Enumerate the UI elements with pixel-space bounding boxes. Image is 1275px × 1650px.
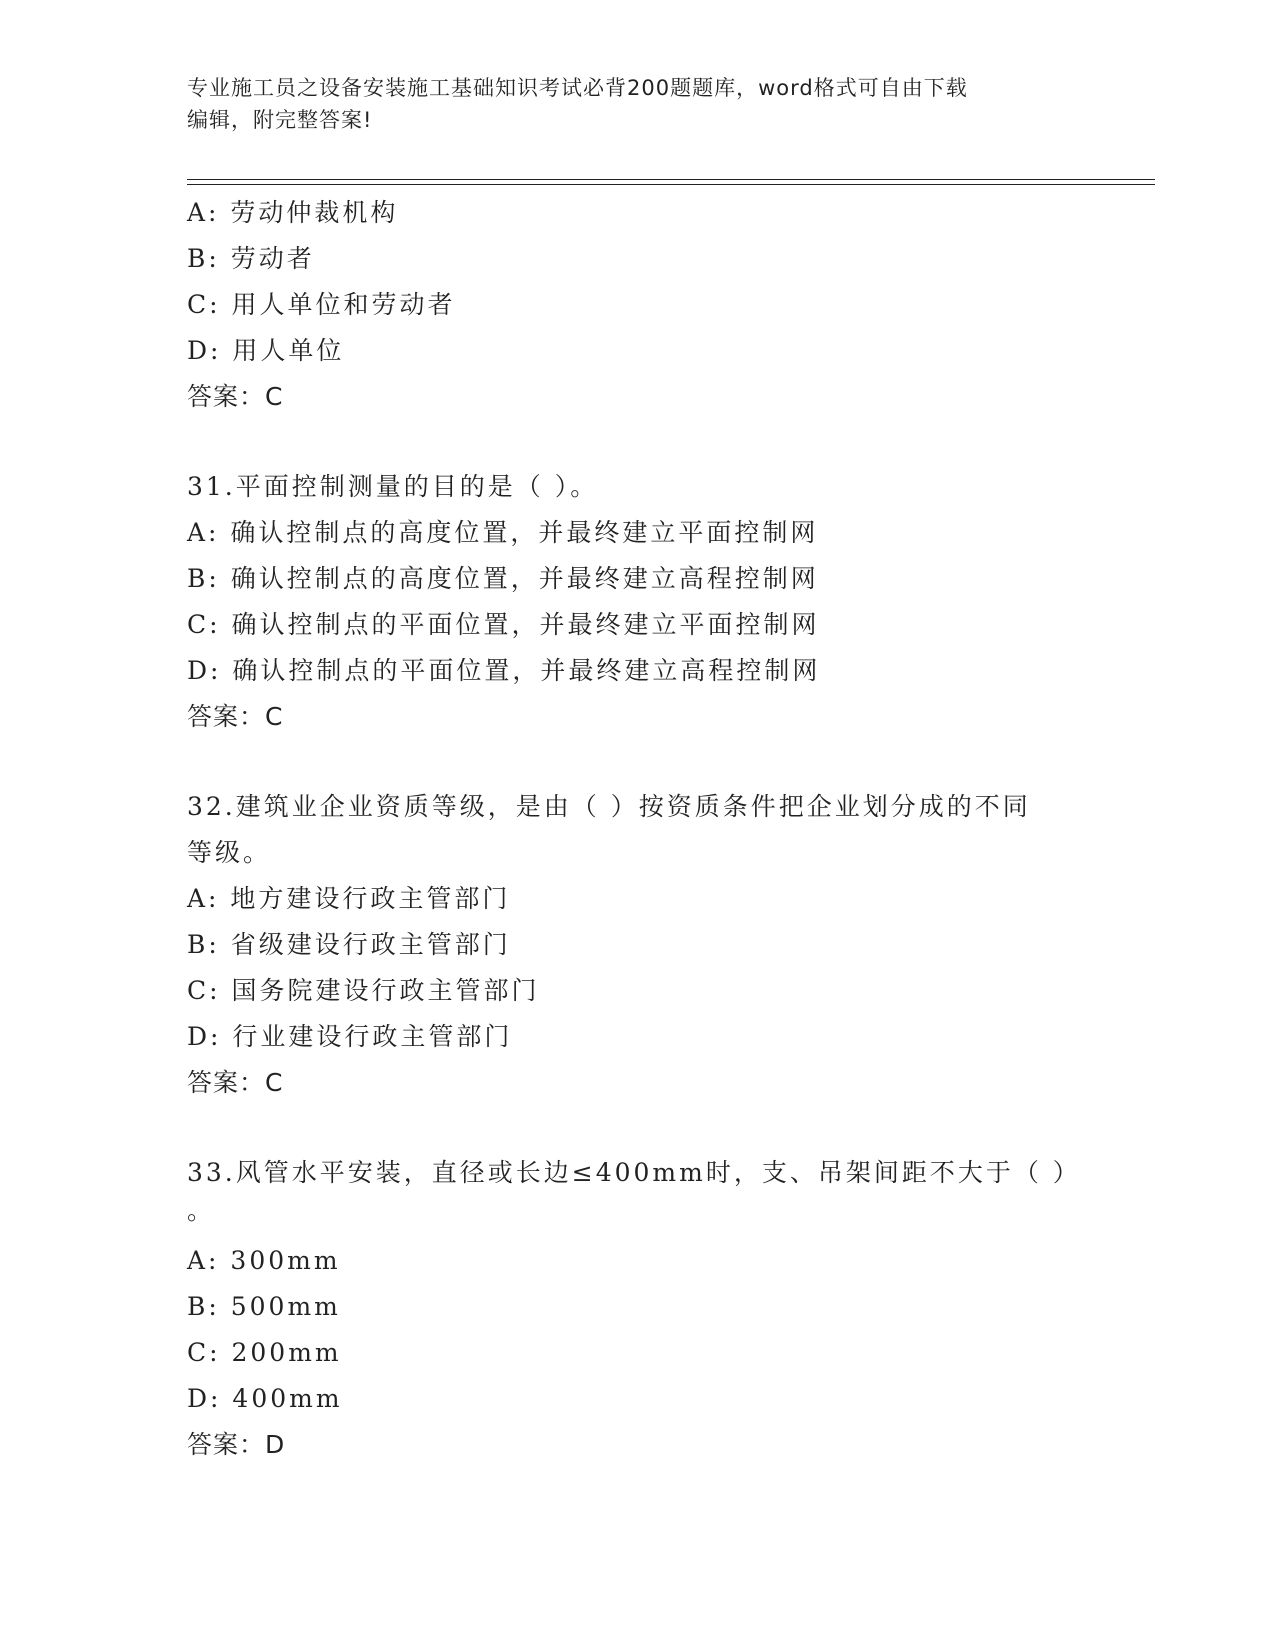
answer-label: 答案：C <box>187 1068 284 1097</box>
question-stem-line-1: 32.建筑业企业资质等级，是由（ ）按资质条件把企业划分成的不同 <box>187 792 1031 821</box>
option-d: D: 确认控制点的平面位置，并最终建立高程控制网 <box>187 656 821 685</box>
option-c: C: 确认控制点的平面位置，并最终建立平面控制网 <box>187 610 820 639</box>
question-30 <box>187 190 1107 420</box>
question-stem-line-2: 等级。 <box>187 838 272 867</box>
header-divider-top <box>187 179 1155 180</box>
answer-label: 答案：C <box>187 702 284 731</box>
option-b: B: 500mm <box>187 1292 341 1321</box>
option-d: D: 行业建设行政主管部门 <box>187 1022 513 1051</box>
question-list <box>187 190 1107 1468</box>
header-divider-bottom <box>187 184 1155 185</box>
header-title-line-2: 编辑，附完整答案! <box>187 108 373 132</box>
option-d: D: 400mm <box>187 1384 343 1413</box>
answer-label: 答案：C <box>187 382 284 411</box>
option-d: D: 用人单位 <box>187 336 345 365</box>
document-header <box>187 72 1087 136</box>
question-33 <box>187 1150 1107 1468</box>
answer-label: 答案：D <box>187 1430 286 1459</box>
option-b: B: 省级建设行政主管部门 <box>187 930 511 959</box>
question-stem: 31.平面控制测量的目的是（ ）。 <box>187 472 599 501</box>
question-stem-line-2: 。 <box>187 1196 216 1225</box>
option-c: C: 用人单位和劳动者 <box>187 290 456 319</box>
option-a: A: 劳动仲裁机构 <box>187 198 399 227</box>
option-c: C: 200mm <box>187 1338 342 1367</box>
question-stem-line-1: 33.风管水平安装，直径或长边≤400mm时，支、吊架间距不大于（ ） <box>187 1158 1081 1187</box>
option-b: B: 确认控制点的高度位置，并最终建立高程控制网 <box>187 564 819 593</box>
option-b: B: 劳动者 <box>187 244 315 273</box>
option-c: C: 国务院建设行政主管部门 <box>187 976 540 1005</box>
option-a: A: 地方建设行政主管部门 <box>187 884 511 913</box>
option-a: A: 300mm <box>187 1246 341 1275</box>
header-title-line-1: 专业施工员之设备安装施工基础知识考试必背200题题库，word格式可自由下载 <box>187 76 968 100</box>
question-31 <box>187 464 1107 740</box>
option-a: A: 确认控制点的高度位置，并最终建立平面控制网 <box>187 518 819 547</box>
question-32 <box>187 784 1107 1106</box>
